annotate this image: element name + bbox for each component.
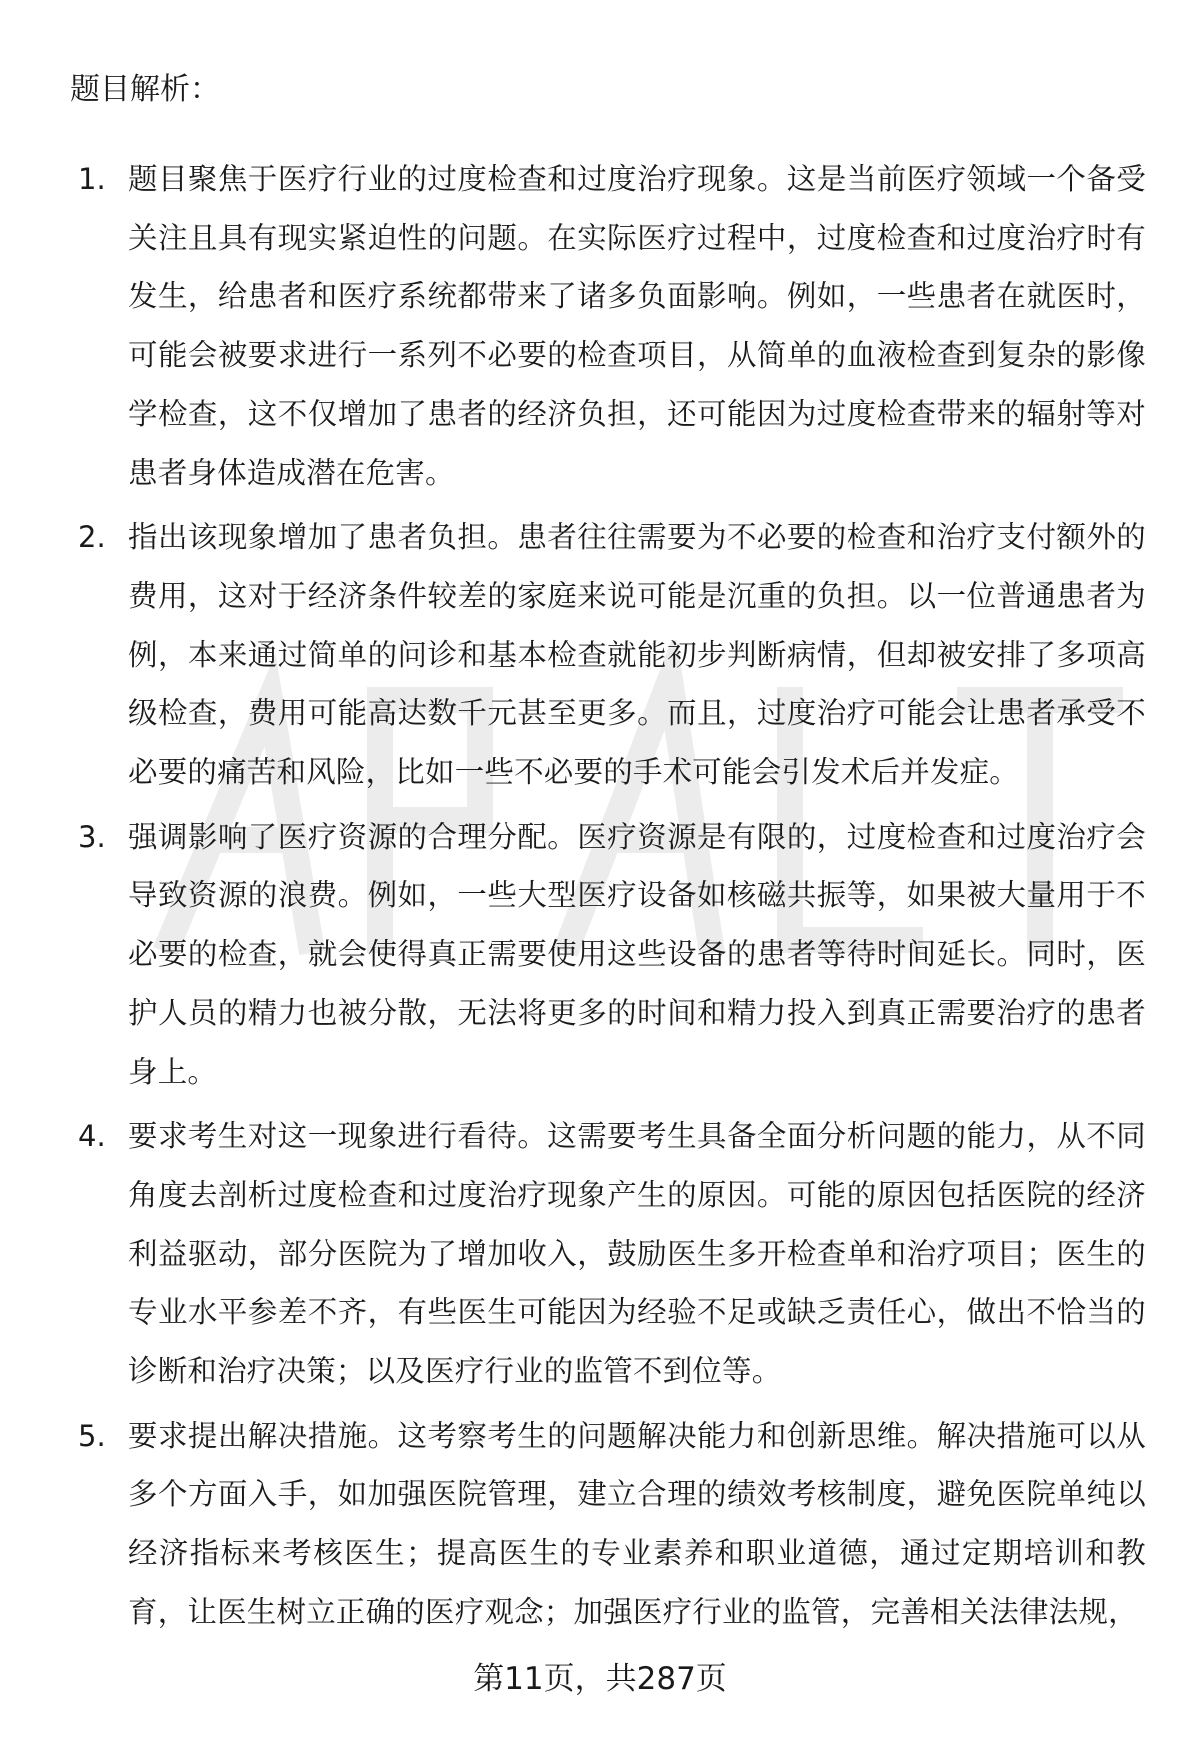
list-item <box>0 1407 1200 1642</box>
list-item <box>0 1107 1200 1401</box>
list-item-number: 3. <box>78 819 106 854</box>
list-item-text: 指出该现象增加了患者负担。患者往往需要为不必要的检查和治疗支付额外的费用，这对于经济条件较差的家庭来说可能是沉重的负担。以一位普通患者为例，本来通过简单的问诊和基本检查就能初步判断病情，但却被安排了多项高级检查，费用可能高达数千元甚至更多。而且，过度治疗可能会让患者承受不必要的痛苦和风险，比如一些不必要的手术可能会引发术后并发症。 <box>128 520 1146 790</box>
analysis-list <box>0 150 1200 1648</box>
list-item-text: 题目聚焦于医疗行业的过度检查和过度治疗现象。这是当前医疗领域一个备受关注且具有现实紧迫性的问题。在实际医疗过程中，过度检查和过度治疗时有发生，给患者和医疗系统都带来了诸多负面影响。例如，一些患者在就医时，可能会被要求进行一系列不必要的检查项目，从简单的血液检查到复杂的影像学检查，这不仅增加了患者的经济负担，还可能因为过度检查带来的辐射等对患者身体造成潜在危害。 <box>128 162 1146 490</box>
list-item-text: 要求考生对这一现象进行看待。这需要考生具备全面分析问题的能力，从不同角度去剖析过度检查和过度治疗现象产生的原因。可能的原因包括医院的经济利益驱动，部分医院为了增加收入，鼓励医生多开检查单和治疗项目；医生的专业水平参差不齐，有些医生可能因为经验不足或缺乏责任心，做出不恰当的诊断和治疗决策；以及医疗行业的监管不到位等。 <box>128 1119 1146 1389</box>
list-item-text: 要求提出解决措施。这考察考生的问题解决能力和创新思维。解决措施可以从多个方面入手，如加强医院管理，建立合理的绩效考核制度，避免医院单纯以经济指标来考核医生；提高医生的专业素养和职业道德，通过定期培训和教育，让医生树立正确的医疗观念；加强医疗行业的监管，完善相关法律法规， <box>128 1418 1146 1629</box>
list-item-number: 1. <box>78 162 106 196</box>
page-number-footer: 第11页，共287页 <box>473 1661 727 1697</box>
list-item-number: 4. <box>78 1119 106 1154</box>
list-item <box>0 808 1200 1102</box>
list-item <box>0 150 1200 502</box>
list-item-text: 强调影响了医疗资源的合理分配。医疗资源是有限的，过度检查和过度治疗会导致资源的浪费。例如，一些大型医疗设备如核磁共振等，如果被大量用于不必要的检查，就会使得真正需要使用这些设备的患者等待时间延长。同时，医护人员的精力也被分散，无法将更多的时间和精力投入到真正需要治疗的患者身上。 <box>128 819 1146 1089</box>
section-heading: 题目解析： <box>70 72 220 107</box>
list-item-number: 2. <box>78 520 106 555</box>
list-item-number: 5. <box>78 1418 106 1453</box>
list-item <box>0 508 1200 802</box>
